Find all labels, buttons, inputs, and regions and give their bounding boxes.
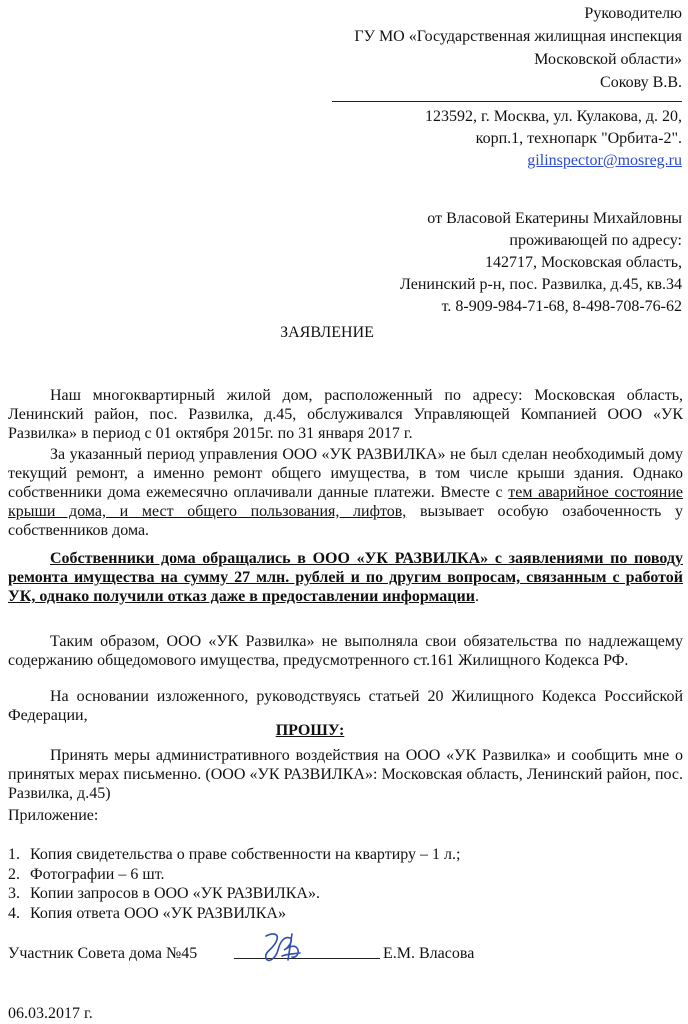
addressee-line: ГУ МО «Государственная жилищная инспекция — [354, 28, 682, 45]
sender-line: 142717, Московская область, — [484, 254, 682, 271]
list-item — [8, 884, 460, 904]
underlined-text: тем аварийное состояние крыши дома, и мест общего пользования, лифтов, — [8, 484, 684, 520]
email-link[interactable]: gilinspector@mosreg.ru — [527, 152, 682, 169]
paragraph-text: На основании изложенного, руководствуясь статьей 20 Жилищного Кодекса Российской Федерации, — [8, 688, 683, 724]
list-item — [8, 904, 460, 924]
list-item-text: Фотографии – 6 шт. — [30, 865, 165, 883]
list-item-text: Копия свидетельства о праве собственности на квартиру – 1 л.; — [30, 846, 461, 863]
request-paragraph — [8, 746, 683, 803]
request-heading: ПРОШУ: — [275, 722, 345, 739]
paragraph-text: Принять меры административного воздействия на ООО «УК Развилка» и сообщить мне о принятых мерах письменно. (ООО «УК РАЗВИЛКА»: Московская область, Ленинский район, пос. Развилка, д.45) — [8, 747, 683, 802]
list-item-text: Копия ответа ООО «УК РАЗВИЛКА» — [30, 904, 286, 922]
signer-name: Е.М. Власова — [383, 945, 475, 962]
paragraph-text — [8, 445, 683, 540]
addressee-address-line: корп.1, технопарк "Орбита-2". — [475, 130, 682, 147]
paragraph-text-part: вызывает особую озабоченность у собственников дома. — [8, 503, 683, 539]
document-title: ЗАЯВЛЕНИЕ — [280, 324, 374, 341]
signature-label: Участник Совета дома №45 — [8, 945, 198, 962]
paragraph-3 — [8, 549, 683, 606]
addressee-address-line: 123592, г. Москва, ул. Кулакова, д. 20, — [425, 108, 682, 125]
sender-line: от Власовой Екатерины Михайловны — [427, 210, 682, 227]
paragraph-5 — [8, 687, 683, 725]
list-item — [8, 865, 460, 885]
bold-underlined-text: Собственники дома обращались в ООО «УК РАЗВИЛКА» с заявлениями по поводу ремонта имущества на сумму 27 млн. рублей и по другим вопросам, связанным с работой УК, однако получили отказ даже в предоставлении информации — [8, 550, 683, 605]
list-item-text: Копии запросов в ООО «УК РАЗВИЛКА». — [30, 885, 320, 902]
paragraph-1 — [8, 386, 683, 443]
paragraph-text — [8, 549, 683, 606]
paragraph-text-part: . — [474, 588, 479, 605]
list-item-number: 3. — [8, 885, 20, 902]
header-divider — [332, 101, 682, 102]
addressee-line: Московской области» — [534, 51, 682, 68]
paragraph-4 — [8, 632, 683, 670]
list-item — [8, 845, 460, 865]
sender-line: т. 8-909-984-71-68, 8-498-708-76-62 — [441, 298, 682, 315]
addressee-line: Руководителю — [584, 5, 682, 22]
sender-line: проживающей по адресу: — [509, 232, 682, 249]
list-item-number: 1. — [8, 846, 20, 863]
paragraph-text-part: За указанный период управления ООО «УК РАЗВИЛКА» не был сделан необходимый дому текущий ремонт, а именно ремонт общего имущества, в том числе крыши здания. Однако собственники дома ежемесячно оплачивали данные платежи. Вместе с — [8, 446, 683, 501]
handwritten-signature — [256, 928, 306, 968]
paragraph-text: Наш многоквартирный жилой дом, расположенный по адресу: Московская область, Ленинский район, пос. Развилка, д.45, обслуживался Управляющей Компанией ООО «УК Развилка» в период с 01 октября 2015г. по 31 января 2017 г. — [8, 387, 683, 442]
document-date: 06.03.2017 г. — [8, 1005, 93, 1022]
list-item-number: 2. — [8, 865, 20, 883]
list-item-number: 4. — [8, 904, 20, 922]
attachments-list — [8, 845, 460, 923]
attachments-label: Приложение: — [8, 807, 99, 824]
paragraph-text: Таким образом, ООО «УК Развилка» не выполняла свои обязательства по надлежащему содержанию общедомового имущества, предусмотренного ст.161 Жилищного Кодекса РФ. — [8, 633, 683, 669]
addressee-line: Сокову В.В. — [600, 74, 682, 91]
sender-line: Ленинский р-н, пос. Развилка, д.45, кв.34 — [399, 276, 682, 293]
paragraph-2 — [8, 445, 683, 540]
